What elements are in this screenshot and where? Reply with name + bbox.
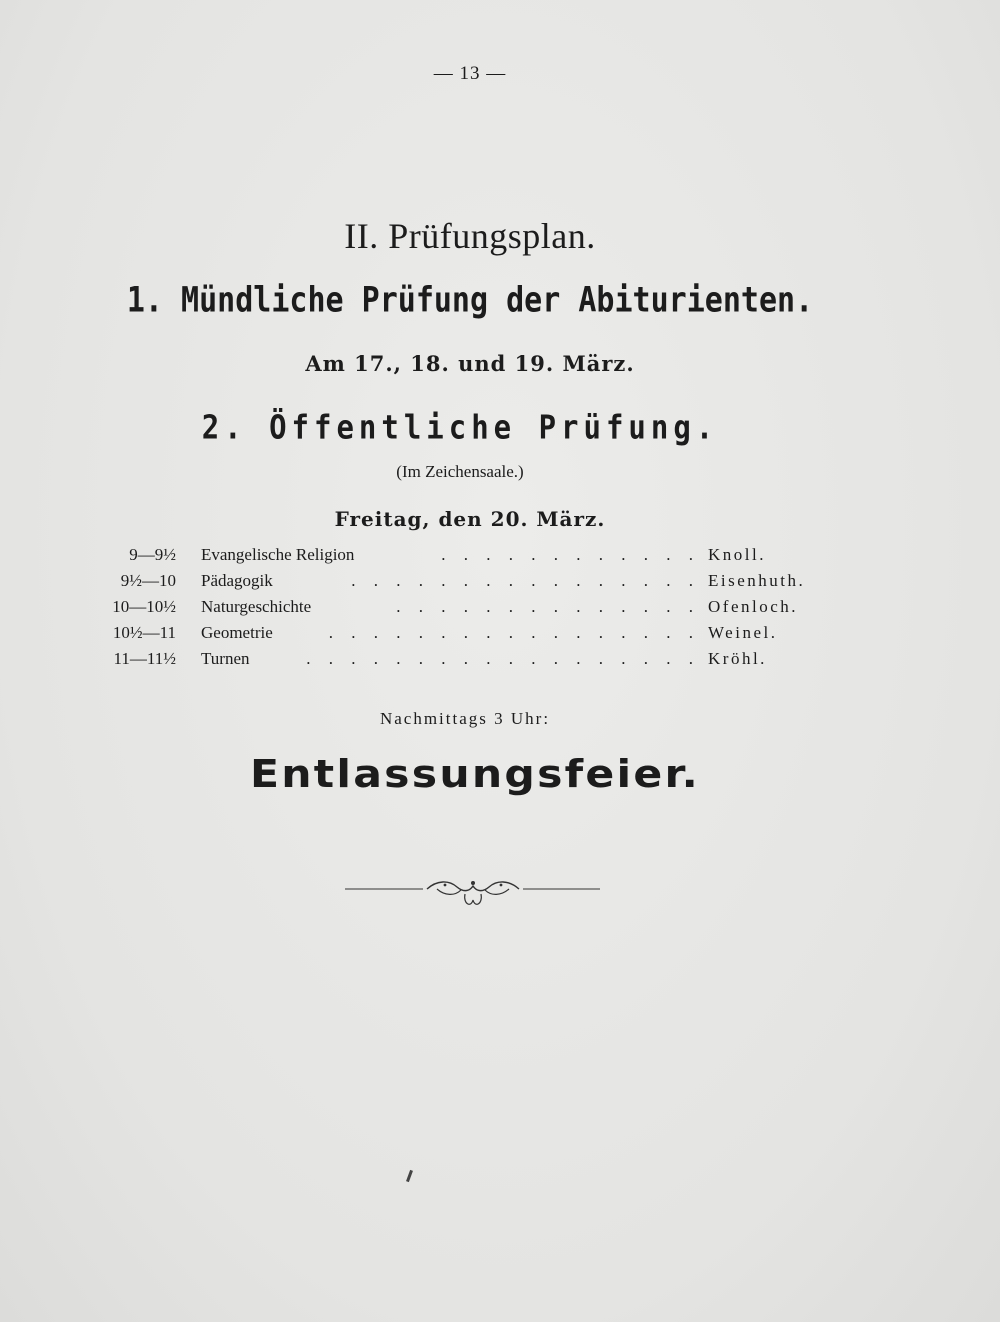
ink-mark [406,1170,413,1182]
leader-dots: . . . . . . . . . . . . . . [396,597,700,616]
schedule-time: 9—9½ [129,545,176,564]
oral-exam-date: Am 17., 18. und 19. März. [305,351,635,376]
oral-exam-heading: 1. Mündliche Prüfung der Abiturienten. [126,280,814,321]
schedule-row [0,545,1000,571]
schedule-time: 10½—11 [112,623,176,642]
public-exam-heading: 2. Öffentliche Prüfung. [201,407,719,447]
schedule-teacher: Weinel. [708,623,778,642]
page-number: — 13 — [433,63,507,84]
leader-dots: . . . . . . . . . . . . . . . . . . [306,649,700,668]
schedule-subject: Naturgeschichte [201,597,312,616]
schedule-subject: Pädagogik [201,571,273,590]
afternoon-time: Nachmittags 3 Uhr: [379,709,551,728]
schedule-teacher: Knoll. [708,545,766,564]
public-exam-date: Freitag, den 20. März. [334,507,606,531]
schedule-subject: Turnen [201,649,250,668]
schedule-row [0,571,1000,597]
schedule-time: 10—10½ [112,597,176,616]
schedule-teacher: Ofenloch. [708,597,799,616]
leader-dots: . . . . . . . . . . . . . . . . [351,571,700,590]
schedule-teacher: Eisenhuth. [708,571,806,590]
schedule-row [0,623,1000,649]
section-title: II. Prüfungsplan. [344,216,596,256]
ornament-divider-icon [345,874,600,914]
public-exam-location: (Im Zeichensaale.) [396,462,524,481]
schedule-teacher: Kröhl. [708,649,767,668]
leader-dots: . . . . . . . . . . . . . . . . . [328,623,700,642]
schedule-row [0,649,1000,675]
schedule-row [0,597,1000,623]
schedule-subject: Evangelische Religion [201,545,355,564]
schedule-time: 9½—10 [120,571,176,590]
leader-dots: . . . . . . . . . . . . [441,545,700,564]
schedule-subject: Geometrie [201,623,273,642]
schedule-time: 11—11½ [113,649,176,668]
ceremony-title: Entlassungsfeier. [249,752,701,796]
